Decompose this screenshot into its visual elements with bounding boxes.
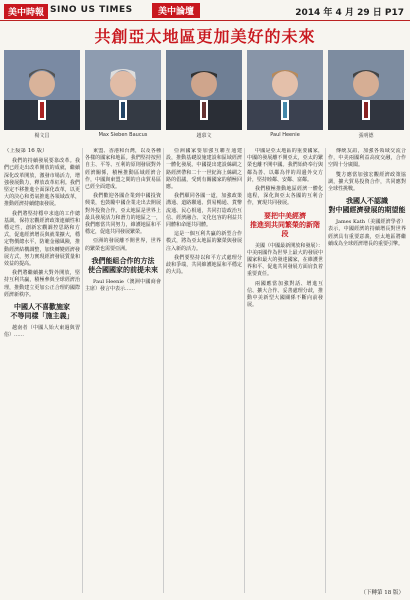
paragraph: James Kath（美國經濟學者）表示，中國經濟的持續增長對世界經濟具有重要意義，亞太地區將繼續成為全球經濟增長的重要引擎。: [328, 219, 406, 247]
subheading: 我國人不認識 對中國經濟發展的期望能: [328, 197, 406, 215]
photo-caption: 張明德: [358, 133, 374, 139]
paragraph: 我們的持續發展要靠改革。我們已經走出改革開放的成就，繼續深化改革開放，激發市場活力，增強發展動力，釋放改革紅利。我們堅定不移推進全面深化改革，以更大的決心和勇氣推進各領域改革，推動經濟持續健康發展。: [4, 158, 80, 208]
speaker-photo: [85, 50, 161, 130]
paper-name-english: SINO US TIMES: [50, 5, 133, 15]
speaker-photo: [247, 50, 323, 130]
paragraph: 我們要堅持以和平方式處理分歧和爭端，共同維護地區和平穩定的大局。: [166, 254, 242, 276]
paragraph: Paul Heenie（澳洲中國商會主席）發言中表示……: [85, 278, 161, 293]
article-column: [247, 148, 323, 596]
photo-caption: 楊文昌: [34, 133, 50, 139]
photo-caption: 趙慕文: [196, 133, 212, 139]
article-column: [4, 148, 80, 596]
paragraph: 雙方應當加強宏觀經濟政策協調，擴大貿易投資合作，共同應對全球性挑戰。: [328, 171, 406, 193]
paragraph: 我們將繼續擴大對外開放，堅持互利共贏，積極參與全球經濟治理，推動建立更加公正合理的國際經濟新秩序。: [4, 270, 80, 298]
paper-logo: 美中時報: [4, 4, 48, 19]
column-divider: [244, 148, 245, 593]
paragraph: 我們積極推動地區經濟一體化進程，深化與亞太各國的互利合作，實現共同發展。: [247, 186, 323, 207]
article-column: [328, 148, 406, 596]
photo-strip: [4, 50, 406, 142]
continued-from: （上接第 16 版）: [4, 148, 48, 154]
column-divider: [325, 148, 326, 593]
speaker-photo: [166, 50, 242, 130]
column-divider: [163, 148, 164, 593]
paragraph: 亞洲國家要加強互聯互通建設，推動基礎設施建設和區域經濟一體化發展。中國提出建設絲綢之路經濟帶和二十一世紀海上絲綢之路的倡議，受到有關國家的積極回應。: [166, 148, 242, 191]
article-column: [85, 148, 161, 596]
continued-on: （下轉第 18 版）: [360, 590, 404, 596]
paragraph: 我們歡迎各國企業到中國投資興業，也鼓勵中國企業走出去開展對外投資合作。亞太地區是世界上最具發展活力和潛力的地區之一，我們應當共同努力，維護地區和平穩定，促進共同發展繁榮。: [85, 193, 161, 236]
paragraph: 兩國應當加強對話、增進互信、擴大合作、妥善處理分歧，推動中美新型大國關係不斷向前發展。: [247, 280, 323, 309]
paragraph: 越南者（中國人始大東過與習俗）……: [4, 325, 80, 339]
photo-caption: Paul Heenie: [270, 132, 300, 138]
section-label: 美中論壇: [152, 3, 200, 18]
photo-caption: Max Sieben Baucus: [98, 132, 148, 138]
paragraph: 亞洲的發展離不開世界，世界的繁榮也需要亞洲。: [85, 238, 161, 252]
paragraph: 傳統友誼，加強各領域交流合作，中美兩國利益高度交融，合作空間十分廣闊。: [328, 148, 406, 169]
paragraph: 這是一個互利共贏的新型合作模式，將為亞太地區的繁榮與發展注入新的活力。: [166, 231, 242, 252]
paragraph: 東盟、香港和台灣，以及各種各樣的國家和地區。我們堅持按照自主、平等、互利的原則發展對外經濟關係，積極推動區域經濟合作，中國與東盟之間的自由貿易區已經全面建成。: [85, 148, 161, 191]
subheading: 中國人不喜歡施家 不等同樣「施主義」: [10, 303, 74, 321]
subheading: 我們能組合作的方法 使合國國家的前提未來: [88, 256, 158, 274]
paragraph: 我們將堅持穩中求進的工作總基調，保持宏觀經濟政策連續性和穩定性，創新宏觀調控思路和方式，促進經濟增長與就業擴大，穩定物價總水平，防範金融風險，推動經濟結構調整，加快轉變經濟發展方式，努力實現經濟發展質量和效益的提高。: [4, 210, 80, 268]
page-date: 2014 年 4 月 29 日 P17: [295, 8, 404, 18]
paragraph: 中國是亞太地區的重要國家，中國的發展離不開亞太，亞太的繁榮也離不開中國。我們始終奉行與鄰為善、以鄰為伴的周邊外交方針，堅持睦鄰、安鄰、富鄰。: [247, 148, 323, 183]
speaker-photo: [4, 50, 80, 130]
speaker-photo: [328, 50, 404, 130]
paragraph: 美國（中國最新開放和發展）：中美兩國作為世界上最大的發展中國家和最大的發達國家，在維護世界和平、促進共同發展方面肩負着重要責任。: [247, 242, 323, 278]
subheading: 要把中美經濟 推進到共同繁榮的新階段: [250, 211, 320, 238]
page-headline: 共創亞太地區更加美好的未來: [94, 27, 316, 46]
paragraph: 我們願同各國一道，加強政策溝通、道路聯通、貿易暢通、貨幣流通、民心相通，共同打造政治互信、經濟融合、文化包容的利益共同體和命運共同體。: [166, 193, 242, 229]
article-column: [166, 148, 242, 596]
column-divider: [82, 148, 83, 593]
masthead: [0, 0, 410, 21]
